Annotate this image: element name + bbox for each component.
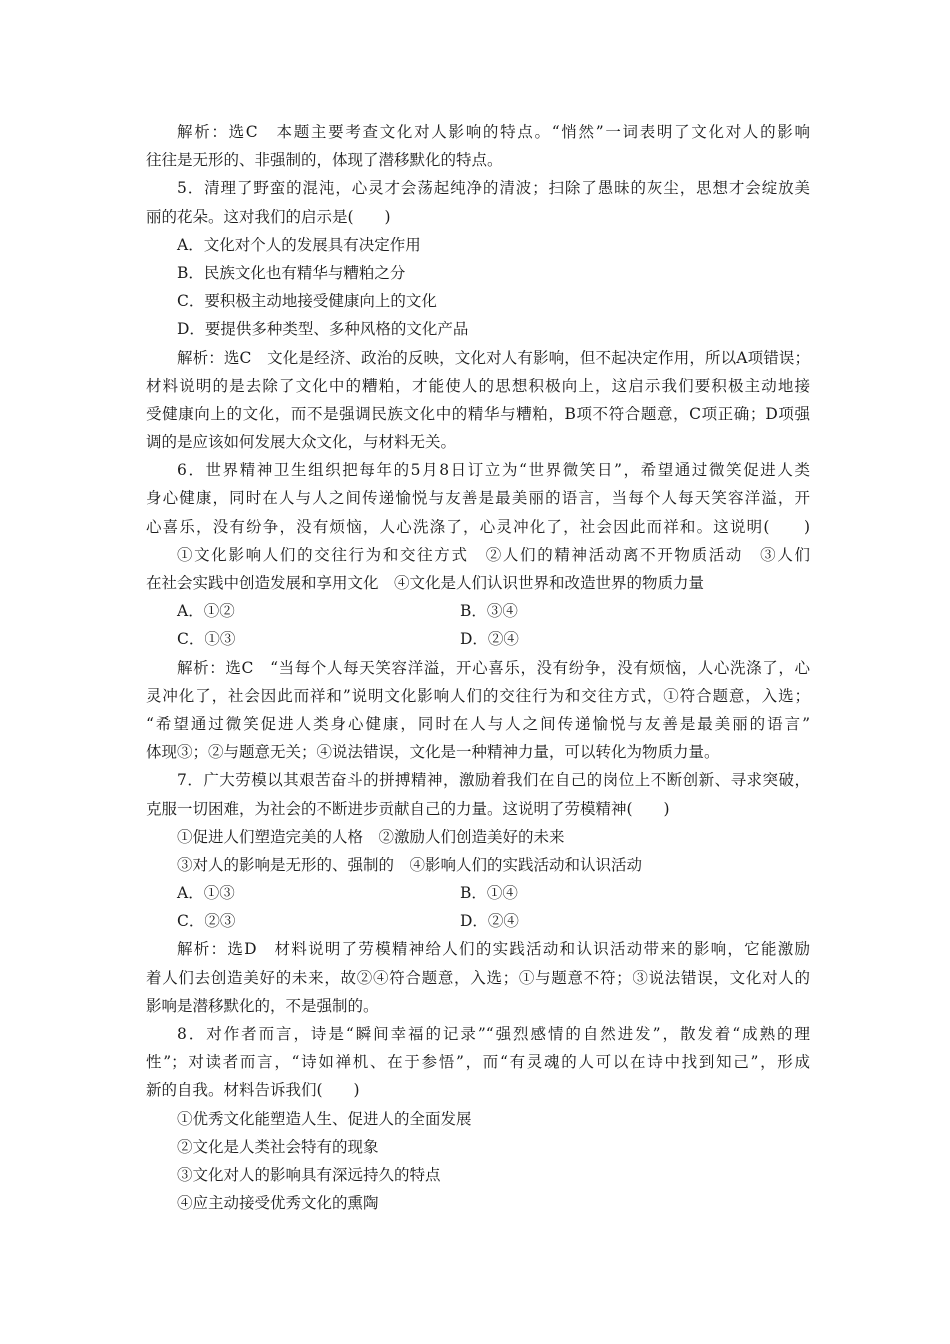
text-line: 材料说明的是去除了文化中的糟粕，才能使人的思想积极向上，这启示我们要积极主动地接 [146,376,810,395]
text-line: 性”；对读者而言，“诗如禅机、在于参悟”，而“有灵魂的人可以在诗中找到知己”，形成 [146,1053,810,1072]
text-line: B．民族文化也有精华与糟粕之分 [177,263,406,282]
text-line: 往往是无形的、非强制的，体现了潜移默化的特点。 [146,151,503,170]
option-left: A．①② [177,602,235,621]
text-line: 解析：选C 文化是经济、政治的反映，文化对人有影响，但不起决定作用，所以A项错误； [177,348,810,367]
document-page [146,118,810,1217]
text-line: 体现③；②与题意无关；④说法错误，文化是一种精神力量，可以转化为物质力量。 [146,743,720,762]
text-line: ①优秀文化能塑造人生、促进人的全面发展 [177,1109,472,1128]
text-line: 7．广大劳模以其艰苦奋斗的拼搏精神，激励着我们在自己的岗位上不断创新、寻求突破， [177,771,810,790]
text-line: 8．对作者而言，诗是“瞬间幸福的记录”“强烈感情的自然进发”，散发着“成熟的理 [177,1025,810,1043]
text-line: ④应主动接受优秀文化的熏陶 [177,1194,379,1213]
text-line: 5．清理了野蛮的混沌，心灵才会荡起纯净的清波；扫除了愚昧的灰尘，思想才会绽放美 [177,179,810,198]
text-line: 解析：选C “当每个人每天笑容洋溢，开心喜乐，没有纷争，没有烦恼，人心洗涤了，心 [177,658,810,677]
text-line: 丽的花朵。这对我们的启示是( ) [146,207,391,226]
text-line: D．要提供多种类型、多种风格的文化产品 [177,320,469,339]
text-line: ③文化对人的影响具有深远持久的特点 [177,1165,441,1184]
answer-options-row [146,625,810,653]
text-line: 身心健康，同时在人与人之间传递愉悦与友善是最美丽的语言，当每个人每天笑容洋溢，开 [146,489,810,508]
answer-options-row [146,907,810,935]
option-left: C．②③ [177,912,236,931]
answer-options-row [146,879,810,907]
text-line: “希望通过微笑促进人类身心健康，同时在人与人之间传递愉悦与友善是最美丽的语言” [146,714,810,733]
text-line: 调的是应该如何发展大众文化，与材料无关。 [146,433,457,452]
text-line: 受健康向上的文化，而不是强调民族文化中的精华与糟粕，B项不符合题意，C项正确；D项强 [146,404,810,423]
answer-options-row [146,597,810,625]
text-line: 克服一切困难，为社会的不断进步贡献自己的力量。这说明了劳模精神( ) [146,799,670,818]
text-line: 解析：选C 本题主要考查文化对人影响的特点。“悄然”一词表明了文化对人的影响 [177,123,810,141]
option-right: B．③④ [460,602,518,621]
option-right: D．②④ [460,630,519,649]
text-line: 在社会实践中创造发展和享用文化 ④文化是人们认识世界和改造世界的物质力量 [146,574,705,592]
text-line: A．文化对个人的发展具有决定作用 [177,235,421,254]
text-line: 6．世界精神卫生组织把每年的5月8日订立为“世界微笑日”，希望通过微笑促进人类 [177,461,810,480]
option-left: A．①③ [177,884,235,903]
text-line: 影响是潜移默化的，不是强制的。 [146,996,379,1015]
text-line: ①文化影响人们的交往行为和交往方式 ②人们的精神活动离不开物质活动 ③人们 [177,545,810,564]
text-line: 着人们去创造美好的未来，故②④符合题意，入选；①与题意不符；③说法错误，文化对人的 [146,968,810,987]
option-right: D．②④ [460,912,519,931]
option-left: C．①③ [177,630,236,649]
text-line: 新的自我。材料告诉我们( ) [146,1081,360,1100]
text-line: 心喜乐，没有纷争，没有烦恼，人心洗涤了，心灵冲化了，社会因此而祥和。这说明( ) [146,517,810,536]
text-line: ③对人的影响是无形的、强制的 ④影响人们的实践活动和认识活动 [177,855,643,874]
text-line: 灵冲化了，社会因此而祥和”说明文化影响人们的交往行为和交往方式，①符合题意，入选； [146,686,810,705]
text-line: ②文化是人类社会特有的现象 [177,1137,379,1156]
text-line: ①促进人们塑造完美的人格 ②激励人们创造美好的未来 [177,827,565,846]
option-right: B．①④ [460,884,518,903]
text-line: 解析：选D 材料说明了劳模精神给人们的实践活动和认识活动带来的影响，它能激励 [177,940,810,959]
text-line: C．要积极主动地接受健康向上的文化 [177,292,437,311]
